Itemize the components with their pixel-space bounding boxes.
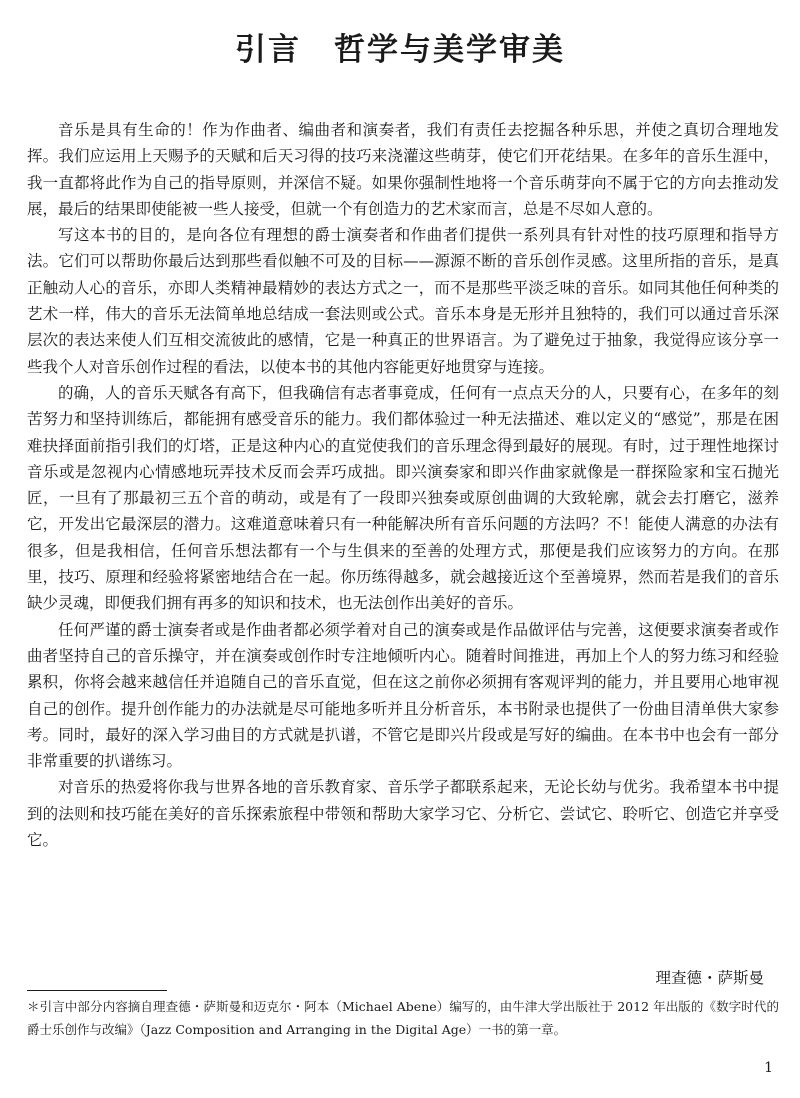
- page-number: 1: [764, 1060, 773, 1076]
- footnote-divider: [27, 990, 167, 991]
- body-text: [27, 117, 779, 853]
- footnote: ＊引言中部分内容摘自理查德・萨斯曼和迈克尔・阿本（Michael Abene）编写的，由牛津大学出版社于 2012 年出版的《数字时代的爵士乐创作与改编》（Jazz Composition and Arranging in the Digital Age）一书的第一章。: [27, 999, 779, 1037]
- chapter-title: 引言 哲学与美学审美: [235, 32, 565, 68]
- paragraph: 任何严谨的爵士演奏者或是作曲者都必须学着对自己的演奏或是作品做评估与完善，这便要求演奏者或作曲者坚持自己的音乐操守，并在演奏或创作时专注地倾听内心。随着时间推进，再加上个人的努力练习和经验累积，你将会越来越信任并追随自己的音乐直觉，但在这之前你必须拥有客观评判的能力，并且要用心地审视自己的创作。提升创作能力的办法就是尽可能地多听并且分析音乐，本书附录也提供了一份曲目清单供大家参考。同时，最好的深入学习曲目的方式就是扒谱，不管它是即兴片段或是写好的编曲。在本书中也会有一部分非常重要的扒谱练习。: [27, 620, 779, 771]
- paragraph: 音乐是具有生命的！作为作曲者、编曲者和演奏者，我们有责任去挖掘各种乐思，并使之真切合理地发挥。我们应运用上天赐予的天赋和后天习得的技巧来浇灌这些萌芽，使它们开花结果。在多年的音乐生涯中，我一直都将此作为自己的指导原则，并深信不疑。如果你强制性地将一个音乐萌芽向不属于它的方向去推动发展，最后的结果即使能被一些人接受，但就一个有创造力的艺术家而言，总是不尽如人意的。: [27, 121, 779, 218]
- paragraph: 写这本书的目的，是向各位有理想的爵士演奏者和作曲者们提供一系列具有针对性的技巧原理和指导方法。它们可以帮助你最后达到那些看似触不可及的目标——源源不断的音乐创作灵感。这里所指的音乐，是真正触动人心的音乐，亦即人类精神最精妙的表达方式之一，而不是那些平淡乏味的音乐。如同其他任何种类的艺术一样，伟大的音乐无法简单地总结成一套法则或公式。音乐本身是无形并且独特的，我们可以通过音乐深层次的表达来使人们互相交流彼此的感情，它是一种真正的世界语言。为了避免过于抽象，我觉得应该分享一些我个人对音乐创作过程的看法，以使本书的其他内容能更好地贯穿与连接。: [27, 226, 779, 376]
- paragraph: 的确，人的音乐天赋各有高下，但我确信有志者事竟成，任何有一点点天分的人，只要有心，在多年的刻苦努力和坚持训练后，都能拥有感受音乐的能力。我们都体验过一种无法描述、难以定义的“感觉”，那是在困难抉择面前指引我们的灯塔，正是这种内心的直觉使我们的音乐理念得到最好的展现。有时，过于理性地探讨音乐或是忽视内心情感地玩弄技术反而会弄巧成拙。即兴演奏家和即兴作曲家就像是一群探险家和宝石抛光匠，一旦有了那最初三五个音的萌动，或是有了一段即兴独奏或原创曲调的大致轮廓，就会去打磨它，滋养它，开发出它最深层的潜力。这难道意味着只有一种能解决所有音乐问题的方法吗？不！能使人满意的办法有很多，但是我相信，任何音乐想法都有一个与生俱来的至善的处理方式，那便是我们应该努力的方向。在那里，技巧、原理和经验将紧密地结合在一起。你历练得越多，就会越接近这个至善境界，然而若是我们的音乐缺少灵魂，即便我们拥有再多的知识和技术，也无法创作出美好的音乐。: [27, 383, 779, 613]
- paragraph: 对音乐的热爱将你我与世界各地的音乐教育家、音乐学子都联系起来，无论长幼与优劣。我希望本书中提到的法则和技巧能在美好的音乐探索旅程中带领和帮助大家学习它、分析它、尝试它、聆听它、创造它并享受它。: [27, 778, 779, 850]
- author-signature: 理查德・萨斯曼: [655, 969, 764, 987]
